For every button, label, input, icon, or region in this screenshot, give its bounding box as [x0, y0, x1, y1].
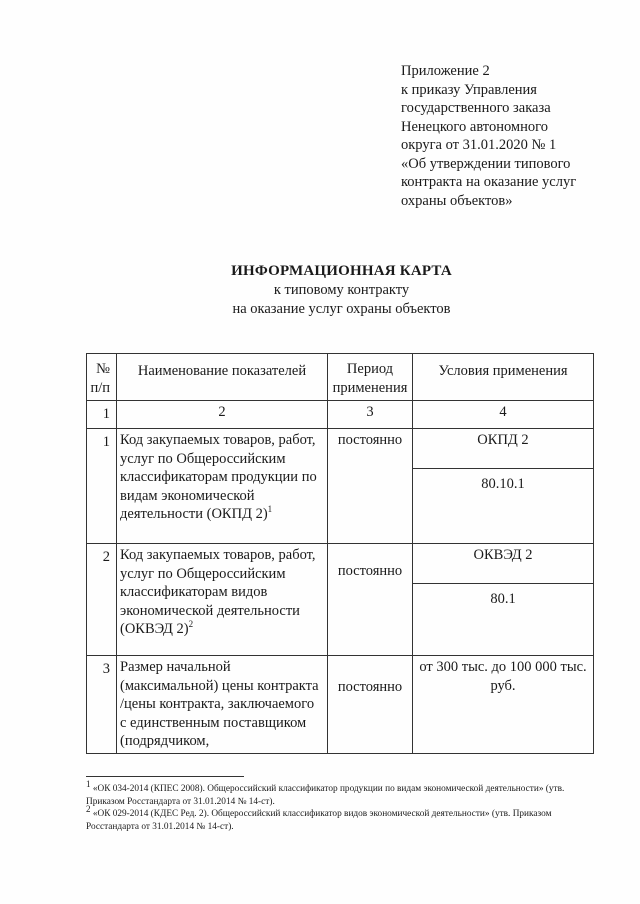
row-period-text: постоянно — [337, 432, 403, 448]
appendix-line: контракта на оказание услуг — [401, 174, 577, 190]
footnote-text: «ОК 029-2014 (КДЕС Ред. 2). Общероссийский классификатор видов экономической деятельности» (утв. Приказом Росстандарта от 31.01.2014 № 14-ст). — [86, 809, 552, 832]
title-main: ИНФОРМАЦИОННАЯ КАРТА — [231, 263, 452, 279]
numbering-cell: 2 — [117, 401, 328, 429]
row-condition-bottom: 80.1 — [413, 584, 594, 656]
appendix-line: «Об утверждении типового — [401, 155, 571, 172]
title-sub-2: на оказание услуг охраны объектов — [232, 300, 451, 317]
row-period — [328, 429, 413, 544]
header-period-line2: применения — [332, 379, 408, 396]
row-name — [117, 429, 328, 544]
row-num: 2 — [87, 544, 117, 656]
header-name-text: Наименование показателей — [137, 363, 307, 379]
footnote — [86, 778, 596, 808]
footnote-divider — [86, 776, 244, 777]
appendix-line: округа от 31.01.2020 № 1 — [401, 137, 557, 153]
row-name-text: Размер начальной (максимальной) цены контракта /цены контракта, заключаемого с единственным поставщиком (подрядчиком, — [120, 659, 319, 749]
info-table — [86, 353, 594, 754]
row-condition-top: ОКВЭД 2 — [413, 544, 594, 584]
row-period-text: постоянно — [337, 679, 403, 695]
row-num: 3 — [87, 656, 117, 754]
row-condition: от 300 тыс. до 100 000 тыс. руб. — [413, 656, 594, 754]
table-row — [87, 656, 594, 754]
appendix-line: государственного заказа — [401, 100, 551, 116]
row-name-text: Код закупаемых товаров, работ, услуг по Общероссийским классификаторам видов экономической деятельности (ОКВЭД 2) — [120, 547, 316, 637]
appendix-line: охраны объектов» — [401, 192, 513, 209]
header-num — [87, 354, 117, 401]
footnote-text: «ОК 034-2014 (КПЕС 2008). Общероссийский классификатор продукции по видам экономической деятельности» (утв. Приказом Росстандарта от 31.01.2014 № 14-ст). — [86, 784, 565, 807]
row-name — [117, 656, 328, 754]
row-condition-bottom: 80.10.1 — [413, 469, 594, 544]
row-name-text: Код закупаемых товаров, работ, услуг по Общероссийским классификаторам продукции по видам экономической деятельности (ОКПД 2) — [120, 432, 317, 522]
table-numbering-row — [87, 401, 594, 429]
footnote-mark: 2 — [86, 803, 91, 814]
appendix-line: к приказу Управления — [401, 81, 537, 98]
table-header-row — [87, 354, 594, 401]
footnote-ref: 2 — [188, 619, 194, 630]
appendix-line: Приложение 2 — [401, 63, 490, 79]
footnote-mark: 1 — [86, 778, 91, 789]
header-period — [328, 354, 413, 401]
row-period — [328, 656, 413, 754]
table-row — [87, 429, 594, 469]
row-period — [328, 544, 413, 656]
header-period-line1: Период — [346, 361, 394, 377]
numbering-cell: 3 — [328, 401, 413, 429]
row-condition-top: ОКПД 2 — [413, 429, 594, 469]
row-name — [117, 544, 328, 656]
row-num: 1 — [87, 429, 117, 544]
numbering-cell: 4 — [413, 401, 594, 429]
appendix-block — [401, 62, 576, 210]
title-sub-1: к типовому контракту — [273, 282, 410, 298]
numbering-cell: 1 — [87, 401, 117, 429]
document-title — [0, 261, 640, 318]
table-row — [87, 544, 594, 584]
header-conditions — [413, 354, 594, 401]
footnote — [86, 803, 596, 833]
footnote-ref: 1 — [267, 504, 273, 515]
footnotes — [86, 778, 596, 833]
row-period-text: постоянно — [337, 563, 403, 579]
header-num-line2: п/п — [90, 379, 110, 396]
header-conditions-text: Условия применения — [438, 363, 568, 379]
appendix-line: Ненецкого автономного — [401, 118, 548, 135]
header-name — [117, 354, 328, 401]
header-num-line1: № — [96, 361, 110, 377]
